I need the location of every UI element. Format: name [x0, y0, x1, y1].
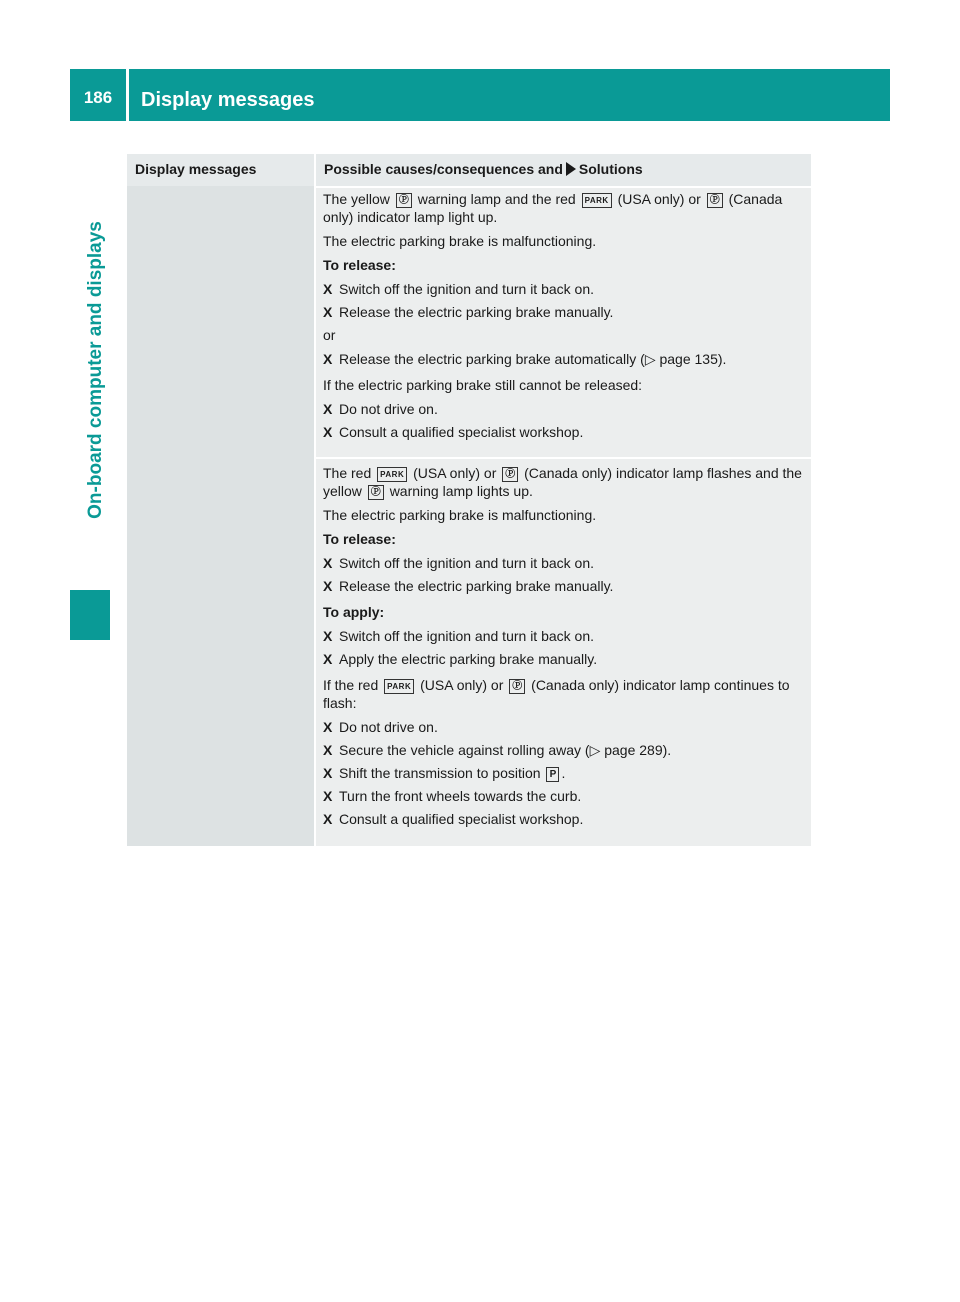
side-tab-label: On-board computer and displays [85, 221, 106, 519]
park-icon: PARK [384, 679, 414, 694]
text-fragment: The red [323, 465, 372, 481]
text-fragment: (Canada only) indicator lamp continues to flash: [323, 677, 790, 711]
bullet-x-icon: X [323, 281, 333, 297]
text-fragment: (Canada only) indicator lamp flashes and the yellow [323, 465, 802, 499]
step-text: Switch off the ignition and turn it back on. [339, 628, 595, 644]
solution-cell-2 [323, 464, 803, 833]
column-header-solutions-label: Solutions [578, 161, 643, 177]
bullet-x-icon: X [323, 765, 333, 781]
list-item [323, 741, 803, 759]
bullet-x-icon: X [323, 401, 333, 417]
p-position-icon: P [546, 767, 559, 782]
header-divider [126, 69, 129, 121]
bullet-x-icon: X [323, 628, 333, 644]
column-header-display-messages: Display messages [135, 161, 257, 177]
bullet-x-icon: X [323, 811, 333, 827]
list-item [323, 577, 803, 595]
list-item [323, 627, 803, 645]
step-text: Switch off the ignition and turn it back on. [339, 281, 595, 297]
row1-if-not: If the electric parking brake still cannot be released: [323, 377, 643, 393]
row-divider [316, 457, 811, 459]
step-text: Release the electric parking brake manually. [339, 304, 614, 320]
row2-to-release: To release: [323, 531, 396, 547]
list-item [323, 280, 803, 298]
text-fragment: (USA only) or [413, 465, 497, 481]
text-fragment: (USA only) or [420, 677, 504, 693]
column-header-causes: Possible causes/consequences and [324, 161, 563, 177]
step-text: Secure the vehicle against rolling away (▷ page 289). [339, 742, 672, 758]
brake-warning-icon: Ⓟ [502, 467, 518, 482]
row2-if-flashing [323, 676, 803, 712]
list-item [323, 423, 803, 441]
text-fragment: If the red [323, 677, 379, 693]
row2-cause: The electric parking brake is malfunctioning. [323, 507, 597, 523]
page-number: 186 [83, 88, 113, 107]
bullet-x-icon: X [323, 578, 333, 594]
text-fragment: The yellow [323, 191, 390, 207]
step-text: Release the electric parking brake manually. [339, 578, 614, 594]
step-text: . [561, 765, 566, 781]
list-item [323, 810, 803, 828]
step-text: Shift the transmission to position [339, 765, 541, 781]
list-item [323, 764, 803, 782]
bullet-x-icon: X [323, 351, 333, 367]
brake-warning-icon: Ⓟ [396, 193, 412, 208]
bullet-x-icon: X [323, 304, 333, 320]
display-messages-table [127, 154, 811, 846]
step-text: Consult a qualified specialist workshop. [339, 811, 584, 827]
step-text: Do not drive on. [339, 719, 438, 735]
brake-warning-icon: Ⓟ [368, 485, 384, 500]
column-header-solutions [324, 161, 643, 177]
text-fragment: warning lamp and the red [417, 191, 576, 207]
bullet-x-icon: X [323, 719, 333, 735]
row1-or: or [323, 327, 336, 343]
page-title: Display messages [141, 89, 315, 111]
bullet-x-icon: X [323, 555, 333, 571]
step-text: Release the electric parking brake automatically (▷ page 135). [339, 351, 727, 367]
bullet-x-icon: X [323, 742, 333, 758]
step-text: Switch off the ignition and turn it back on. [339, 555, 595, 571]
park-icon: PARK [377, 467, 407, 482]
step-text: Turn the front wheels towards the curb. [339, 788, 582, 804]
list-item [323, 303, 803, 321]
row1-to-release: To release: [323, 257, 396, 273]
side-tab [76, 150, 116, 590]
bullet-x-icon: X [323, 651, 333, 667]
bullet-x-icon: X [323, 788, 333, 804]
step-text: Apply the electric parking brake manually. [339, 651, 598, 667]
brake-warning-icon: Ⓟ [509, 679, 525, 694]
text-fragment: (Canada only) indicator lamp light up. [323, 191, 783, 225]
list-item [323, 718, 803, 736]
list-item [323, 350, 803, 368]
list-item [323, 787, 803, 805]
row1-cause: The electric parking brake is malfunctioning. [323, 233, 597, 249]
text-fragment: warning lamp lights up. [389, 483, 533, 499]
list-item [323, 650, 803, 668]
list-item [323, 400, 803, 418]
solution-cell-1 [323, 190, 803, 446]
list-item [323, 554, 803, 572]
text-fragment: (USA only) or [617, 191, 701, 207]
side-tab-marker [70, 590, 110, 640]
row2-intro [323, 464, 803, 500]
display-message-column [127, 154, 314, 846]
bullet-x-icon: X [323, 424, 333, 440]
step-text: Consult a qualified specialist workshop. [339, 424, 584, 440]
park-icon: PARK [582, 193, 612, 208]
step-text: Do not drive on. [339, 401, 438, 417]
arrow-right-icon [566, 162, 576, 176]
brake-warning-icon: Ⓟ [707, 193, 723, 208]
row1-intro [323, 190, 803, 226]
row2-to-apply: To apply: [323, 604, 385, 620]
